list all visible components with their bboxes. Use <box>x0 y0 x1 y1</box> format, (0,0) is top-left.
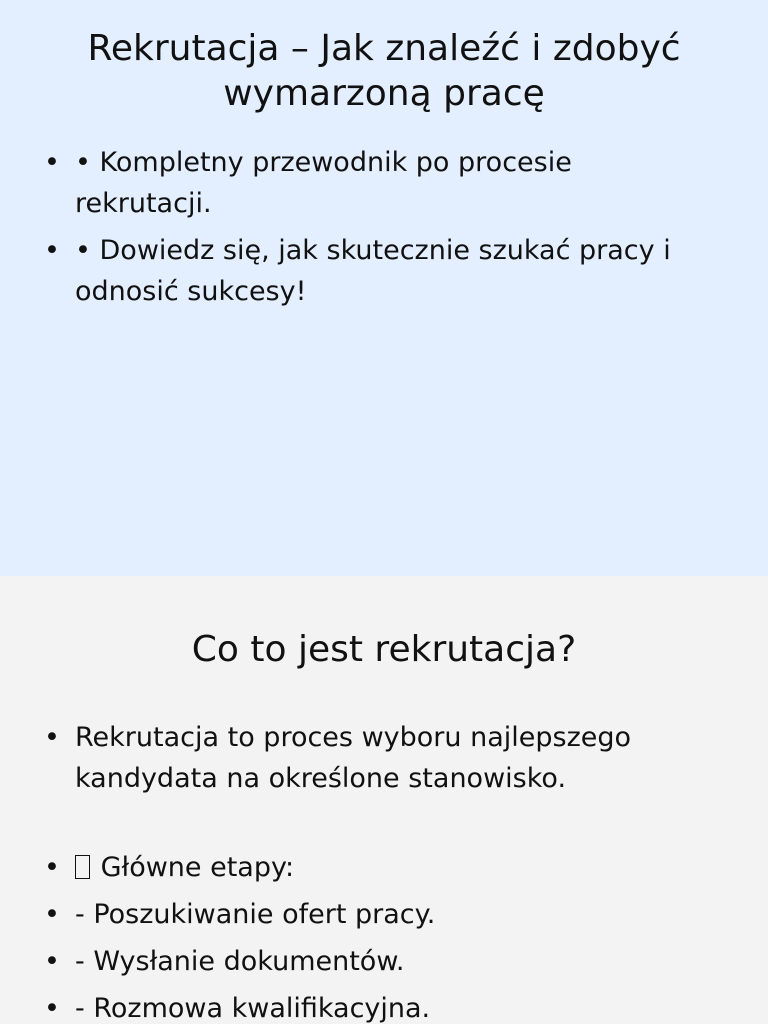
stage-text: - Wysłanie dokumentów. <box>75 946 405 977</box>
bullet-marker: • <box>44 722 60 753</box>
bullet-marker: • <box>44 147 60 178</box>
empty-line <box>0 805 768 847</box>
bullet-marker: • <box>44 235 60 266</box>
slide-2-bullet-list <box>0 717 768 1024</box>
bullet-text: • Kompletny przewodnik po procesie rekrutacji. <box>75 147 572 219</box>
bullet-marker: • <box>44 993 60 1024</box>
stage-text: - Poszukiwanie ofert pracy. <box>75 899 436 930</box>
bullet-marker: • <box>44 899 60 930</box>
bullet-item <box>0 230 768 312</box>
bullet-item <box>0 717 768 799</box>
slide-1-title <box>40 26 728 116</box>
bullet-item <box>0 847 768 888</box>
slide-2-title: Co to jest rekrutacja? <box>191 629 577 670</box>
bullet-marker: • <box>44 946 60 977</box>
bullet-text: • Dowiedz się, jak skutecznie szukać pracy i odnosić sukcesy! <box>75 235 671 307</box>
bullet-item <box>0 142 768 224</box>
stage-text: - Rozmowa kwalifikacyjna. <box>75 993 431 1024</box>
bullet-item <box>0 941 768 982</box>
stages-heading: Główne etapy: <box>100 852 295 883</box>
slide-1-title-line-2: wymarzoną pracę <box>223 73 545 114</box>
slide-1-bullet-list <box>0 142 768 318</box>
bullet-item <box>0 988 768 1024</box>
bullet-marker: • <box>44 852 60 883</box>
definition-text: Rekrutacja to proces wyboru najlepszego kandydata na określone stanowisko. <box>75 722 632 794</box>
slide-2 <box>0 576 768 1024</box>
slide-1-title-line-1: Rekrutacja – Jak znaleźć i zdobyć <box>87 28 681 69</box>
bullet-item <box>0 894 768 935</box>
missing-glyph-icon <box>75 855 90 879</box>
